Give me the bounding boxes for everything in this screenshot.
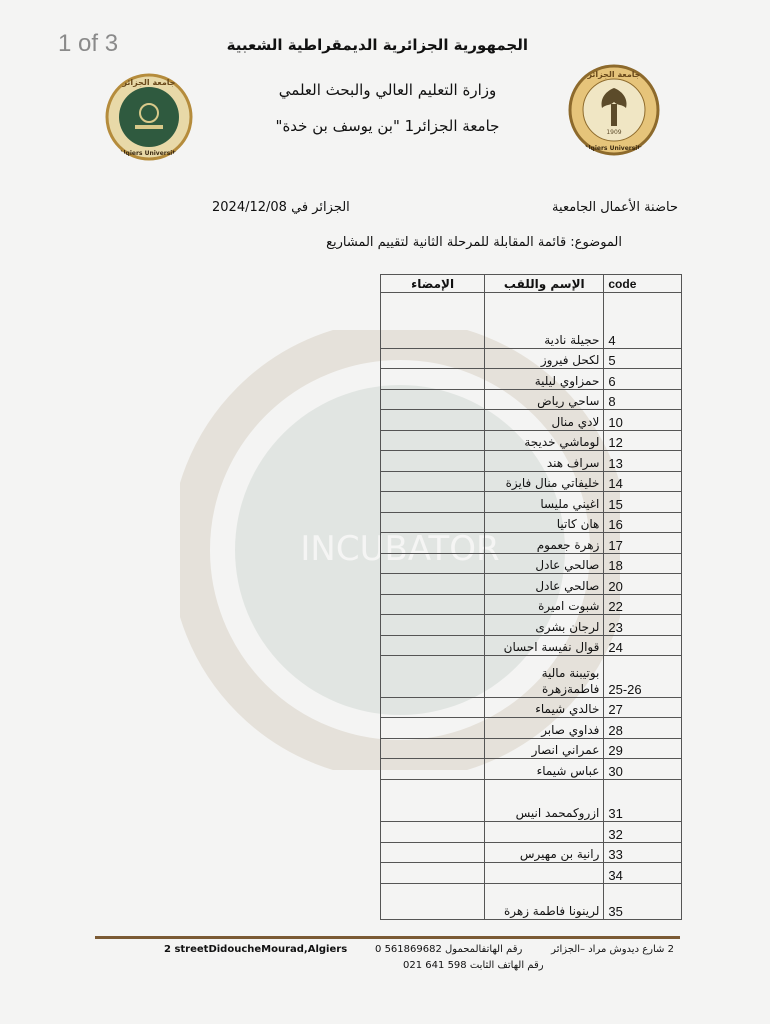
code-cell: 33 [604, 843, 682, 863]
name-cell [485, 822, 604, 843]
code-cell: 27 [604, 698, 682, 718]
signature-cell[interactable] [381, 492, 485, 513]
footer-landline-phone: رقم الهاتف الثابت 598 641 021 [403, 960, 544, 971]
interview-list-table [380, 274, 682, 920]
name-cell: حجيلة نادية [485, 293, 604, 349]
name-cell: حمزاوي ليلية [485, 369, 604, 390]
code-cell: 30 [604, 759, 682, 780]
name-cell: اغيني مليسا [485, 492, 604, 513]
table-row [381, 431, 682, 451]
name-cell: خليفاتي منال فايزة [485, 472, 604, 492]
signature-cell[interactable] [381, 293, 485, 349]
svg-text:1909: 1909 [606, 129, 622, 136]
name-cell: رانية بن مهيرس [485, 843, 604, 863]
table-row [381, 349, 682, 369]
university-seal-logo [568, 64, 660, 156]
table-row [381, 410, 682, 431]
name-cell: صالحي عادل [485, 554, 604, 574]
signature-cell[interactable] [381, 739, 485, 759]
footer-address-english: 2 streetDidoucheMourad,Algiers [164, 944, 348, 955]
university-title: جامعة الجزائر1 "بن يوسف بن خدة" [275, 117, 500, 135]
table-row [381, 554, 682, 574]
code-cell: 22 [604, 595, 682, 615]
table-row [381, 843, 682, 863]
signature-cell[interactable] [381, 656, 485, 698]
svg-text:Algiers University: Algiers University [583, 145, 645, 152]
table-row [381, 759, 682, 780]
signature-cell[interactable] [381, 884, 485, 920]
signature-cell[interactable] [381, 636, 485, 656]
table-row [381, 698, 682, 718]
signature-cell[interactable] [381, 698, 485, 718]
name-cell: لرينونا فاطمة زهرة [485, 884, 604, 920]
name-cell: خالدي شيماء [485, 698, 604, 718]
table-row [381, 595, 682, 615]
signature-cell[interactable] [381, 369, 485, 390]
signature-cell[interactable] [381, 390, 485, 410]
table-row [381, 636, 682, 656]
code-cell: 20 [604, 574, 682, 595]
code-cell: 31 [604, 780, 682, 822]
name-cell [485, 863, 604, 884]
code-cell: 10 [604, 410, 682, 431]
name-cell: صالحي عادل [485, 574, 604, 595]
table-row [381, 884, 682, 920]
page-counter: 1 of 3 [58, 30, 119, 57]
signature-cell[interactable] [381, 718, 485, 739]
signature-column-header: الإمضاء [381, 275, 485, 293]
code-cell: 34 [604, 863, 682, 884]
footer-address-arabic: 2 شارع ديدوش مراد –الجزائر [551, 944, 674, 955]
name-cell: لكحل فيروز [485, 349, 604, 369]
table-row [381, 513, 682, 533]
name-cell: عمراني انصار [485, 739, 604, 759]
code-cell: 5 [604, 349, 682, 369]
signature-cell[interactable] [381, 822, 485, 843]
name-cell: لادي منال [485, 410, 604, 431]
signature-cell[interactable] [381, 759, 485, 780]
incubator-seal-logo [105, 73, 193, 161]
svg-text:جامعة الجزائر: جامعة الجزائر [122, 78, 176, 87]
svg-text:Algiers University: Algiers University [118, 150, 180, 157]
table-row [381, 451, 682, 472]
footer-mobile-phone: رقم الهاتفالمحمول 561869682 0 [375, 944, 523, 955]
table-row [381, 472, 682, 492]
code-cell: 24 [604, 636, 682, 656]
signature-cell[interactable] [381, 451, 485, 472]
department-name: حاضنة الأعمال الجامعية [552, 200, 678, 215]
table-row [381, 863, 682, 884]
code-cell: 17 [604, 533, 682, 554]
signature-cell[interactable] [381, 863, 485, 884]
table-row [381, 390, 682, 410]
code-cell: 4 [604, 293, 682, 349]
code-column-header: code [604, 275, 682, 293]
code-cell: 28 [604, 718, 682, 739]
signature-cell[interactable] [381, 513, 485, 533]
table-row [381, 822, 682, 843]
signature-cell[interactable] [381, 472, 485, 492]
table-row [381, 492, 682, 513]
table-row [381, 369, 682, 390]
code-cell: 35 [604, 884, 682, 920]
code-cell: 16 [604, 513, 682, 533]
table-row [381, 739, 682, 759]
signature-cell[interactable] [381, 574, 485, 595]
republic-title: الجمهورية الجزائرية الديمقراطية الشعبية [226, 36, 528, 54]
signature-cell[interactable] [381, 843, 485, 863]
code-cell: 14 [604, 472, 682, 492]
ministry-title: وزارة التعليم العالي والبحث العلمي [278, 81, 497, 99]
signature-cell[interactable] [381, 595, 485, 615]
table-row [381, 615, 682, 636]
footer-divider [95, 936, 680, 939]
signature-cell[interactable] [381, 615, 485, 636]
code-cell: 6 [604, 369, 682, 390]
subject-line: الموضوع: قائمة المقابلة للمرحلة الثانية لتقييم المشاريع [326, 235, 622, 250]
name-cell: قوال نفيسة احسان [485, 636, 604, 656]
code-cell: 8 [604, 390, 682, 410]
table-header-row [381, 275, 682, 293]
table-row [381, 533, 682, 554]
table-row [381, 293, 682, 349]
signature-cell[interactable] [381, 554, 485, 574]
name-cell: زهرة جعموم [485, 533, 604, 554]
name-cell: فداوي صابر [485, 718, 604, 739]
name-cell: لرجان بشرى [485, 615, 604, 636]
signature-cell[interactable] [381, 349, 485, 369]
name-cell: شبوت اميرة [485, 595, 604, 615]
table-body [381, 293, 682, 920]
code-cell: 29 [604, 739, 682, 759]
table-row [381, 780, 682, 822]
name-cell: بوتيبنة مالية فاطمةزهرة [485, 656, 604, 698]
name-cell: سراف هند [485, 451, 604, 472]
code-cell: 25-26 [604, 656, 682, 698]
code-cell: 23 [604, 615, 682, 636]
signature-cell[interactable] [381, 533, 485, 554]
table-row [381, 574, 682, 595]
code-cell: 18 [604, 554, 682, 574]
table-row [381, 718, 682, 739]
table-row [381, 656, 682, 698]
signature-cell[interactable] [381, 410, 485, 431]
code-cell: 13 [604, 451, 682, 472]
code-cell: 15 [604, 492, 682, 513]
name-cell: عباس شيماء [485, 759, 604, 780]
svg-text:جامعة الجزائر: جامعة الجزائر [587, 70, 641, 79]
name-cell: لوماشي خديجة [485, 431, 604, 451]
name-column-header: الإسم واللقب [485, 275, 604, 293]
signature-cell[interactable] [381, 780, 485, 822]
place-date: الجزائر في 2024/12/08 [212, 200, 350, 215]
name-cell: هان كاتيا [485, 513, 604, 533]
signature-cell[interactable] [381, 431, 485, 451]
code-cell: 12 [604, 431, 682, 451]
name-cell: ساحي رياض [485, 390, 604, 410]
name-cell: ازروكمحمد انيس [485, 780, 604, 822]
svg-text:INCUBATOR: INCUBATOR [300, 529, 500, 569]
code-cell: 32 [604, 822, 682, 843]
